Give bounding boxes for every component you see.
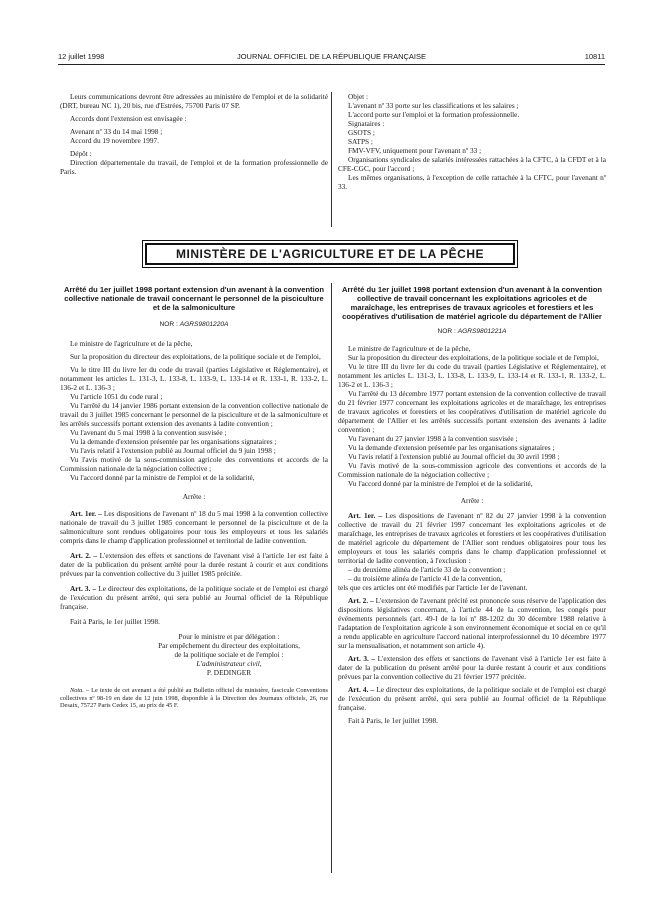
article-3: [60, 584, 328, 611]
text-paragraph: Dépôt :: [70, 149, 92, 158]
nor-label: NOR :: [159, 321, 178, 328]
text-paragraph: FMV-VFV, uniquement pour l'avenant nº 33 ;: [348, 146, 482, 155]
signature-block: [60, 632, 328, 677]
text-paragraph: Leurs communications devront être adressées au ministère de l'emploi et de la solidarité (DRT, bureau NC 1), 20 bis, rue d'Estrées, 75700 Paris 07 SP.: [60, 92, 328, 110]
article-text: L'extension des effets et sanctions de l'avenant visé à l'article 1er est faite à dater de la publication du présent arrêté pour la durée restant à courir et aux conditions prévues par la convention collective du 21 février 1977 précitée.: [338, 654, 606, 681]
text-paragraph: Avenant nº 33 du 14 mai 1998 ;: [70, 127, 163, 136]
text-paragraph: Objet :: [348, 92, 369, 101]
article-title: Arrêté du 1er juillet 1998 portant extension d'un avenant à la convention collective nationale de travail concernant le personnel de la pisciculture et de la salmoniculture: [63, 285, 325, 312]
text-paragraph: Organisations syndicales de salariés intéressées rattachées à la CFTC, à la CFDT et à la CFE-CGC, pour l'accord ;: [338, 155, 606, 173]
article-label: Art. 2. –: [348, 596, 374, 605]
text-paragraph: Vu le titre III du livre Ier du code du travail (parties Législative et Réglementaire), et notamment les articles L. 131-3, L. 133-8, L. 133-9, L. 133-14 et R. 133-1, R. 133-2, L. 136-2 et L. 136-3 ;: [60, 365, 328, 392]
text-paragraph: Le ministre de l'agriculture et de la pêche,: [348, 344, 471, 353]
text-paragraph: Vu l'avenant du 27 janvier 1998 à la convention susvisée ;: [348, 434, 518, 443]
article-text: Le directeur des exploitations, de la politique sociale et de l'emploi est chargé de l'exécution du présent arrêté, qui sera publié au Journal officiel de la République française.: [60, 584, 328, 611]
text-paragraph: Vu l'arrêté du 14 janvier 1986 portant extension de la convention collective nationale de travail du 3 juillet 1985 concernant le personnel de la pisciculture et de la salmoniculture et les arrêtés successifs portant extension des avenants à ladite convention ;: [60, 401, 328, 428]
article-3: [338, 654, 606, 681]
article-1: [338, 511, 606, 565]
text-paragraph: L'avenant nº 33 porte sur les classifications et les salaires ;: [348, 101, 519, 110]
signature-line: Pour le ministre et par délégation :: [178, 632, 280, 641]
article-2: [338, 596, 606, 650]
text-paragraph: Vu la demande d'extension présentée par les organisations signataires ;: [70, 437, 277, 446]
text-paragraph: Vu l'avis motivé de la sous-commission agricole des conventions et accords de la Commission nationale de la négociation collective ;: [338, 461, 606, 479]
nor-code: AGRS9801221A: [457, 328, 507, 335]
nor-reference: [60, 320, 328, 329]
text-paragraph: Vu l'avis relatif à l'extension publié au Journal officiel du 9 juin 1998 ;: [70, 446, 276, 455]
article-label: Art. 2. –: [70, 551, 98, 560]
text-paragraph: Vu l'avis motivé de la sous-commission agricole des conventions et accords de la Commission nationale de la négociation collective ;: [60, 455, 328, 473]
signature-date: Fait à Paris, le 1er juillet 1998.: [70, 617, 160, 626]
article-label: Art. 4. –: [348, 685, 375, 694]
text-paragraph: Vu l'avis relatif à l'extension publié au Journal officiel du 30 avril 1998 ;: [348, 452, 560, 461]
signature-line: L'administrateur civil,: [196, 659, 262, 668]
right-article: [338, 285, 606, 725]
note-label: Nota.: [70, 687, 84, 694]
text-paragraph: Direction départementale du travail, de l'emploi et de la formation professionnelle de Paris.: [60, 158, 328, 176]
text-paragraph: Vu l'accord donné par la ministre de l'emploi et de la solidarité,: [348, 479, 533, 488]
article-title: Arrêté du 1er juillet 1998 portant extension d'un avenant à la convention collective de travail concernant les exploitations agricoles et de maraîchage, les entreprises de travaux agricoles et forestiers et les coopératives d'utilisation de matériel agricole du département de l'Allier: [341, 285, 603, 321]
exclusion-item: – du troisième alinéa de l'article 41 de la convention,: [348, 574, 503, 583]
text-paragraph: tels que ces articles ont été modifiés par l'article 1er de l'avenant.: [338, 583, 528, 592]
arrete-heading: Arrête :: [182, 492, 206, 501]
header-rule: [58, 64, 605, 65]
text-paragraph: GSOTS ;: [348, 128, 375, 137]
text-paragraph: Signataires :: [348, 119, 385, 128]
nor-reference: [338, 327, 606, 336]
top-right-column: [338, 92, 606, 191]
ministry-heading: MINISTÈRE DE L'AGRICULTURE ET DE LA PÊCHE: [145, 243, 515, 265]
nor-label: NOR :: [437, 328, 456, 335]
text-paragraph: Vu l'article 1051 du code rural ;: [70, 392, 163, 401]
text-paragraph: L'accord porte sur l'emploi et la formation professionnelle.: [348, 110, 520, 119]
article-text: Les dispositions de l'avenant nº 18 du 5 mai 1998 à la convention collective nationale de travail du 3 juillet 1985 concernant le personnel de la pisciculture et de la salmoniculture sont rendues obligatoires pour tous les employeurs et tous les salariés compris dans le champ d'application professionnel et territorial de ladite convention.: [60, 509, 328, 545]
article-label: Art. 3. –: [348, 654, 376, 663]
article-text: Les dispositions de l'avenant nº 82 du 27 janvier 1998 à la convention collective de travail du 21 février 1997 concernant les exploitations agricoles et de maraîchage, les entreprises de travaux agricoles et forestiers et les coopératives d'utilisation de matériel agricole du département de l'Allier sont rendues obligatoires pour tous les employeurs et tous les salariés compris dans le champ d'application professionnel et territorial de ladite convention, à l'exclusion :: [338, 511, 607, 565]
signature-date: Fait à Paris, le 1er juillet 1998.: [348, 716, 438, 725]
text-paragraph: Vu l'accord donné par la ministre de l'emploi et de la solidarité,: [70, 473, 255, 482]
text-paragraph: Sur la proposition du directeur des exploitations, de la politique sociale et de l'emploi,: [70, 352, 321, 361]
article-4: [338, 685, 606, 712]
text-paragraph: Vu l'avenant du 5 mai 1998 à la convention susvisée ;: [70, 428, 227, 437]
top-left-column: [60, 92, 328, 176]
arrete-heading: Arrête :: [460, 496, 484, 505]
article-text: Le directeur des exploitations, de la politique sociale et de l'emploi est chargé de l'exécution du présent arrêté, qui sera publié au Journal officiel de la République française.: [338, 685, 606, 712]
text-paragraph: Sur la proposition du directeur des exploitations, de la politique sociale et de l'emploi,: [348, 353, 599, 362]
article-text: L'extension des effets et sanctions de l'avenant visé à l'article 1er est faite à dater de la publication du présent arrêté pour la durée restant à courir et aux conditions prévues par la convention collective du 3 juillet 1985 précitée.: [60, 551, 328, 578]
exclusion-item: – du deuxième alinéa de l'article 33 de la convention ;: [348, 565, 506, 574]
text-paragraph: Vu le titre III du livre Ier du code du travail (parties Législative et Réglementaire), et notamment les articles L. 131-3, L. 133-8, L. 133-9, L. 133-14 et R. 133-1, R. 133-2, L. 136-2 et L. 136-3 ;: [338, 362, 606, 389]
signatory-name: P. DEDINGER: [206, 668, 252, 677]
header-journal-title: JOURNAL OFFICIEL DE LA RÉPUBLIQUE FRANÇAISE: [236, 52, 427, 61]
left-article: [60, 285, 328, 710]
signature-line: de la politique sociale et de l'emploi :: [174, 650, 284, 659]
header-page-number: 10811: [584, 52, 605, 61]
article-label: Art. 1er. –: [70, 509, 102, 518]
article-1: [60, 509, 328, 545]
text-paragraph: Vu l'arrêté du 13 décembre 1977 portant extension de la convention collective de travail du 21 février 1977 concernant les exploitations agricoles et de maraîchage, les entreprises de travaux agricoles et forestiers et les coopératives d'utilisation de matériel agricole du département de l'Allier et les arrêtés successifs portant extension des avenants à ladite convention ;: [338, 389, 606, 434]
column-divider-main: [331, 283, 332, 873]
article-2: [60, 551, 328, 578]
signature-line: Par empêchement du directeur des exploitations,: [158, 641, 300, 650]
article-label: Art. 3. –: [70, 584, 97, 593]
text-paragraph: Accords dont l'extension est envisagée :: [70, 114, 187, 123]
article-label: Art. 1er. –: [348, 511, 383, 520]
text-paragraph: SATPS ;: [348, 137, 373, 146]
article-text: L'extension de l'avenant précité est prononcée sous réserve de l'application des dispositions législatives concernant, à l'article 44 de la convention, les congés pour événements personnels (art. 49-I de la loi nº 88-1202 du 30 décembre 1988 relative à l'adaptation de l'exploitation agricole à son environnement économique et social en ce qu'il a rendu applicable en agriculture l'accord national interprofessionnel du 10 décembre 1977 sur la mensualisation, et notamment son article 4).: [338, 596, 606, 650]
header-date: 12 juillet 1998: [58, 52, 105, 61]
column-divider-top: [331, 92, 332, 227]
text-paragraph: Les mêmes organisations, à l'exception de celle rattachée à la CFTC, pour l'avenant nº 33.: [338, 173, 606, 191]
text-paragraph: Vu la demande d'extension présentée par les organisations signataires ;: [348, 443, 555, 452]
footnote: [60, 687, 328, 710]
nor-code: AGRS9801220A: [179, 321, 229, 328]
text-paragraph: Accord du 19 novembre 1997.: [70, 136, 159, 145]
text-paragraph: Le ministre de l'agriculture et de la pêche,: [70, 339, 193, 348]
note-text: – Le texte de cet avenant a été publié au Bulletin officiel du ministère, fascicule Conventions collectives nº 98-19 en date du 12 juin 1998, disponible à la Direction des Journaux officiels, 26, rue Desaix, 75727 Paris Cedex 15, au prix de 45 F.: [60, 687, 329, 709]
